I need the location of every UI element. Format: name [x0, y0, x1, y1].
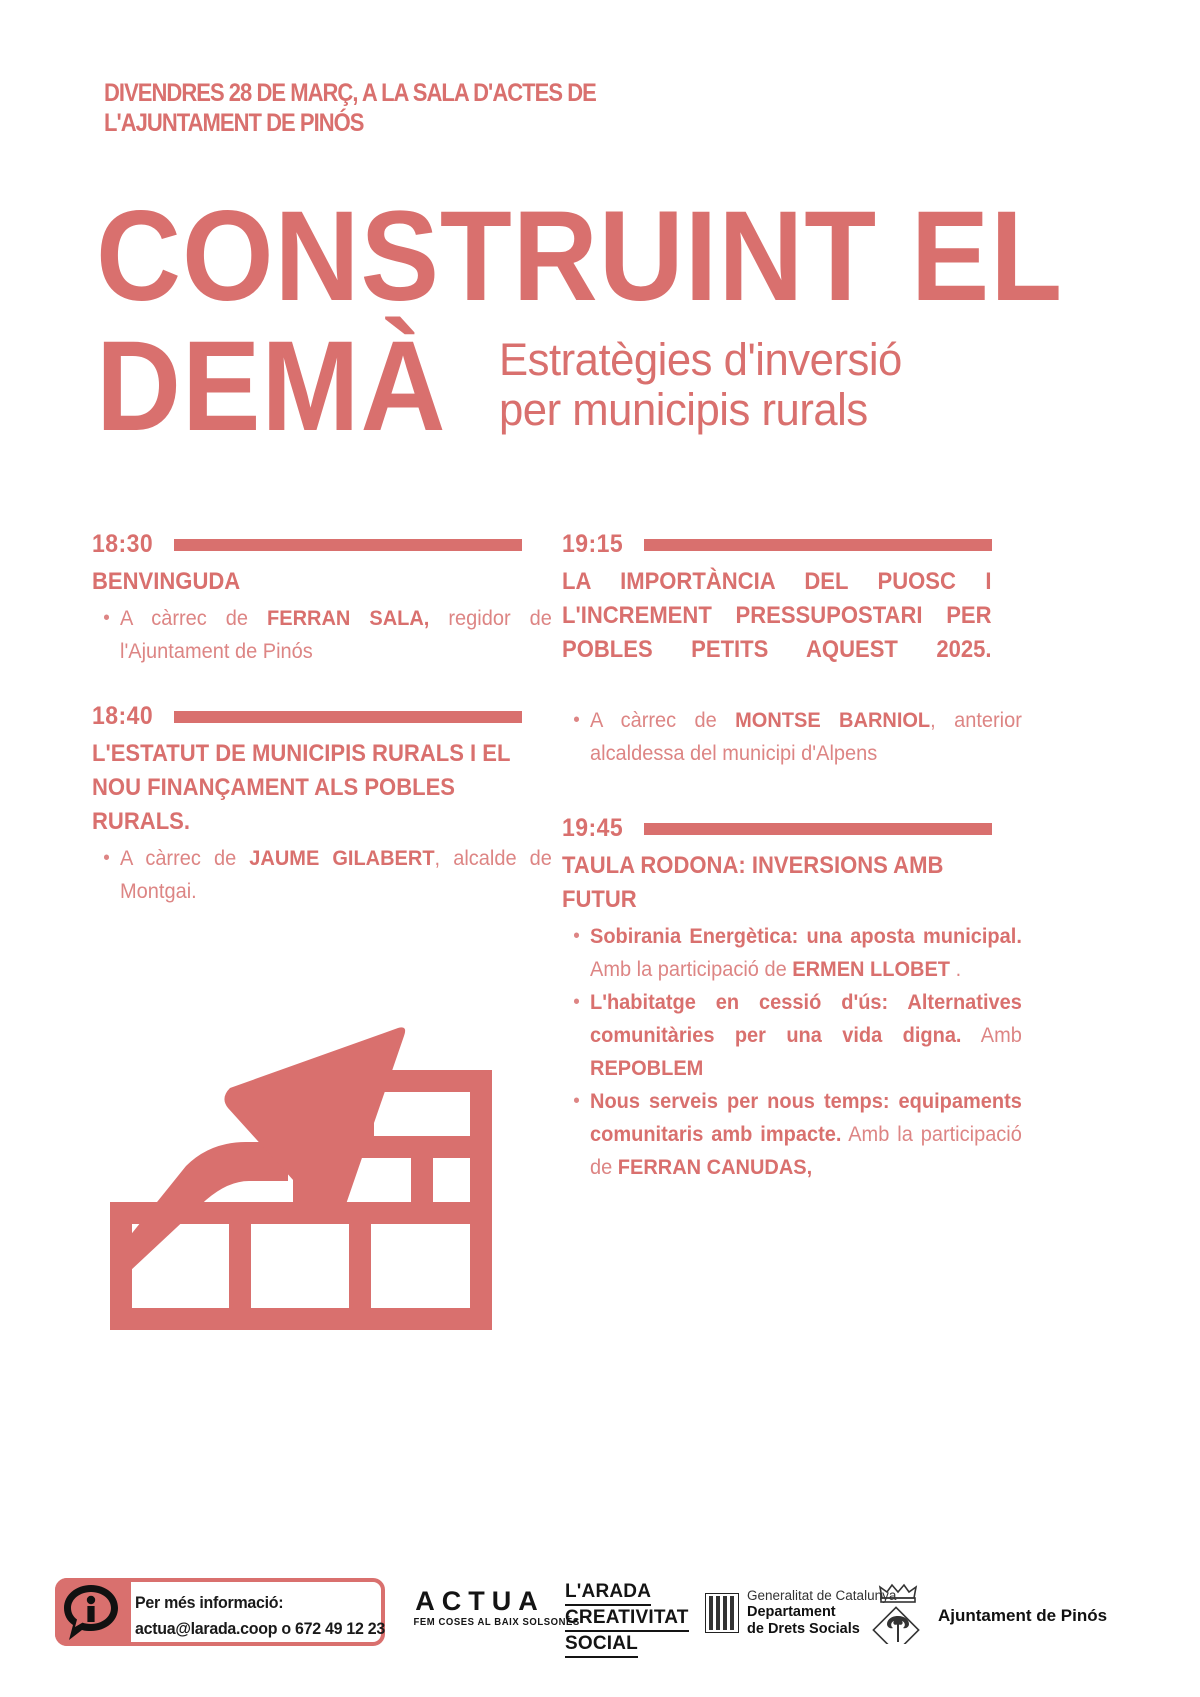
generalitat-line-2: Departament [747, 1604, 836, 1620]
slot-bullet-list [562, 704, 1020, 770]
bullet-pre: A càrrec de [590, 708, 736, 732]
poster-subtitle [499, 335, 902, 435]
slot-title: LA IMPORTÀNCIA DEL PUOSC I L'INCREMENT PRESSUPOSTARI PER POBLES PETITS AQUEST 2025. [562, 568, 992, 663]
bullet-post: regidor de l'Ajuntament de Pinós [120, 606, 552, 663]
info-speech-bubble-icon [55, 1578, 131, 1646]
bullet-bold-2: REPOBLEM [590, 1056, 704, 1080]
logo-actua-tagline: FEM COSES AL BAIX SOLSONÈS [413, 1617, 580, 1628]
schedule-slot-1840 [92, 702, 552, 908]
bullet-bold: Sobirania Energètica: una aposta municipal. [590, 924, 1022, 948]
bullet-bold-2: ERMEN LLOBET [792, 957, 951, 981]
generalitat-shield-icon [705, 1593, 739, 1633]
slot-header [92, 530, 522, 559]
trowel-and-brick-wall-illustration [110, 940, 510, 1330]
list-item [590, 920, 1022, 986]
logo-arada-line-2: CREATIVITAT [565, 1606, 689, 1632]
slot-divider-rule [644, 539, 992, 551]
slot-time: 18:30 [92, 530, 154, 558]
slot-header [92, 702, 522, 731]
logo-ajuntament-de-pinos [870, 1582, 1107, 1649]
poster-footer [0, 1560, 1200, 1697]
schedule-column-right [562, 530, 1022, 1188]
logo-actua [410, 1586, 580, 1630]
info-dot [87, 1596, 95, 1604]
list-item [590, 1085, 1022, 1184]
bullet-pre: A càrrec de [120, 606, 268, 630]
slot-bullet-list [562, 920, 1020, 1184]
slot-title: L'ESTATUT DE MUNICIPIS RURALS I EL NOU FINANÇAMENT ALS POBLES RURALS. [92, 740, 511, 835]
contact-line-2: actua@larada.coop o 672 49 12 23 [135, 1619, 385, 1638]
pinos-coat-of-arms-icon [870, 1582, 926, 1649]
logo-generalitat-de-catalunya [705, 1588, 896, 1638]
bullet-post: Amb la participació de [590, 957, 793, 981]
slot-divider-rule [644, 823, 992, 835]
logo-arada-line-1: L'ARADA [565, 1580, 651, 1606]
slot-divider-rule [174, 539, 522, 551]
event-date-line-2: L'AJUNTAMENT DE PINÓS [104, 109, 364, 137]
poster-title-row-2 [96, 314, 1106, 458]
event-date-header [104, 78, 804, 138]
schedule-column-left [92, 530, 552, 912]
bullet-bold: MONTSE BARNIOL [735, 708, 931, 732]
schedule-slot-1945 [562, 814, 1022, 1184]
slot-divider-rule [174, 711, 522, 723]
logo-pinos-label: Ajuntament de Pinós [938, 1605, 1108, 1625]
slot-bullet-list [92, 602, 550, 668]
bullet-bold: Nous serveis per nous temps: equipaments comunitaris amb impacte. [590, 1089, 1022, 1146]
event-date-line-1: DIVENDRES 28 DE MARÇ, A LA SALA D'ACTES DE [104, 79, 596, 107]
list-item [120, 842, 552, 908]
info-stem [87, 1606, 94, 1622]
pinos-crest-svg [870, 1582, 926, 1644]
slot-header [562, 530, 992, 559]
bullet-post: , anterior alcaldessa del municipi d'Alpens [590, 708, 1022, 765]
slot-title: BENVINGUDA [92, 568, 241, 595]
generalitat-shield-svg [705, 1593, 739, 1633]
logo-arada-line-3: SOCIAL [565, 1632, 638, 1658]
poster-title-line-1: CONSTRUINT EL [96, 185, 1064, 328]
generalitat-line-3: de Drets Socials [747, 1621, 860, 1637]
poster-title-block [96, 185, 1106, 458]
schedule-slot-1830 [92, 530, 552, 668]
contact-info-box [55, 1578, 385, 1646]
contact-line-1: Per més informació: [135, 1593, 284, 1612]
logo-arada-creativitat-social [565, 1580, 689, 1658]
slot-time: 19:45 [562, 814, 624, 842]
list-item [590, 704, 1022, 770]
slot-title: TAULA RODONA: INVERSIONS AMB FUTUR [562, 852, 944, 913]
list-item [120, 602, 552, 668]
bullet-post: Amb [961, 1023, 1022, 1047]
bullet-post: Amb la participació de [590, 1122, 1022, 1179]
poster-title-line-2: DEMÀ [96, 314, 447, 458]
bullet-bold: FERRAN SALA, [267, 606, 430, 630]
bullet-post-2: . [950, 957, 962, 981]
bullet-pre: A càrrec de [120, 846, 250, 870]
info-icon-svg [55, 1578, 131, 1646]
logo-actua-name: ACTUA [415, 1586, 545, 1616]
schedule-slot-1915 [562, 530, 1022, 770]
slot-time: 19:15 [562, 530, 624, 558]
slot-bullet-list [92, 842, 550, 908]
bullet-bold: L'habitatge en cessió d'ús: Alternatives comunitàries per una vida digna. [590, 990, 1022, 1047]
contact-text [135, 1590, 385, 1642]
bullet-bold-2: FERRAN CANUDAS, [617, 1155, 813, 1179]
poster-subtitle-line-2: per municipis rurals [498, 384, 868, 436]
list-item [590, 986, 1022, 1085]
poster-subtitle-line-1: Estratègies d'inversió [498, 334, 902, 386]
bullet-post: , alcalde de Montgai. [120, 846, 552, 903]
trowel-wall-svg [110, 940, 510, 1330]
bullet-bold: JAUME GILABERT [249, 846, 435, 870]
slot-time: 18:40 [92, 702, 154, 730]
generalitat-line-1: Generalitat de Catalunya [747, 1588, 897, 1603]
slot-header [562, 814, 992, 843]
